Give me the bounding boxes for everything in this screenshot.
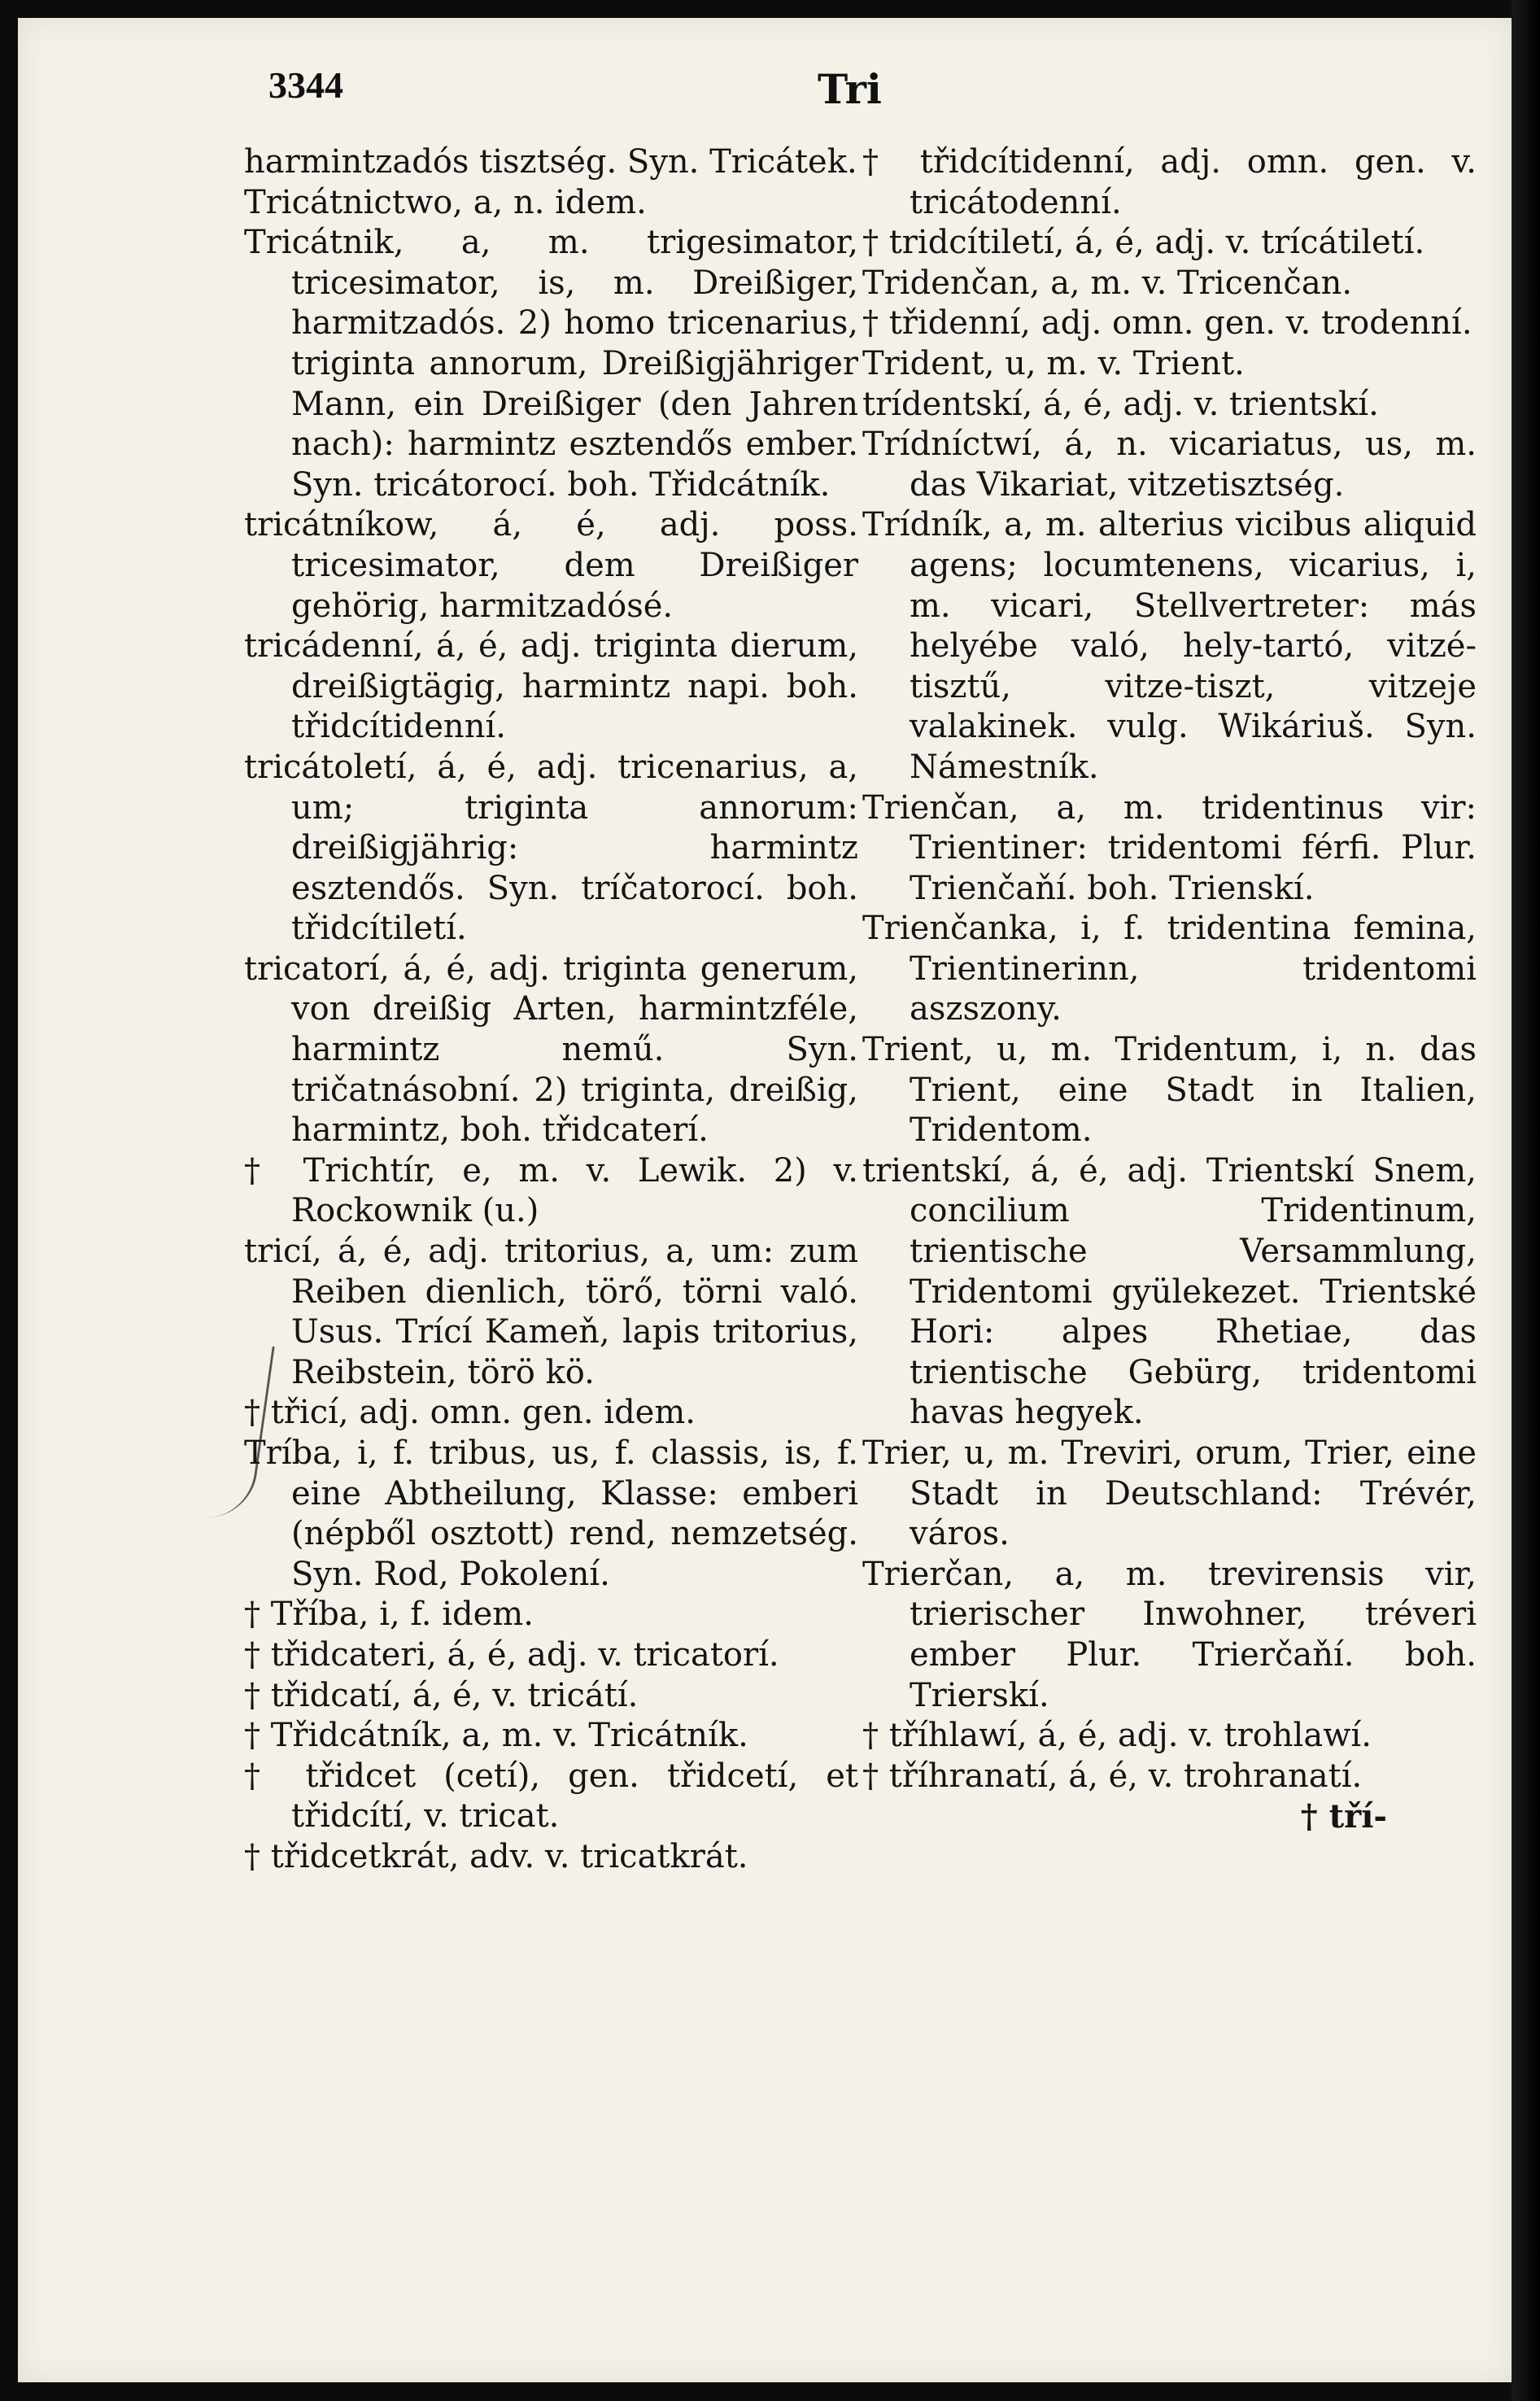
dictionary-entry: trídentskí, á, é, adj. v. trientskí.: [862, 385, 1379, 423]
dictionary-entry: † Tříba, i, f. idem.: [244, 1596, 534, 1634]
book-spine: [1512, 0, 1540, 2401]
dictionary-entry: † třicí, adj. omn. gen. idem.: [244, 1394, 696, 1432]
catchword: † tří-: [1300, 1797, 1387, 1836]
dictionary-entry: † třidcateri, á, é, adj. v. tricatorí.: [244, 1635, 779, 1674]
dictionary-entry: † tříhlawí, á, é, adj. v. trohlawí.: [862, 1717, 1372, 1755]
dictionary-entry: † třidcítidenní, adj. omn. gen. v. tricátodenní.: [862, 143, 1477, 221]
right-column: [862, 142, 1477, 1837]
dictionary-entry: † Třidcátník, a, m. v. Tricátník.: [244, 1717, 748, 1755]
dictionary-entry: Trídníctwí, á, n. vicariatus, us, m. das Vikariat, vitzetisztség.: [862, 426, 1477, 504]
dictionary-entry: tricátoletí, á, é, adj. tricenarius, a, um; triginta annorum: dreißigjährig: harmintz esztendős. Syn. tríčatorocí. boh. třidcítiletí.: [244, 748, 858, 948]
dictionary-entry: † třidcatí, á, é, v. tricátí.: [244, 1676, 639, 1714]
dictionary-entry: Trienčan, a, m. tridentinus vir: Trientiner: tridentomi férfi. Plur. Trienčaňí. boh. Trienskí.: [862, 788, 1477, 907]
dictionary-entry: trientskí, á, é, adj. Trientskí Snem, concilium Tridentinum, trientische Versammlung, Tridentomi gyülekezet. Trientské Hori: alpes Rhetiae, das trientische Gebürg, tridentomi havas hegyek.: [862, 1151, 1477, 1432]
dictionary-entry: † třidcet (cetí), gen. třidcetí, et třidcítí, v. tricat.: [244, 1757, 858, 1836]
dictionary-entry: Tricátnik, a, m. trigesimator, tricesimator, is, m. Dreißiger, harmitzadós. 2) homo tricenarius, triginta annorum, Dreißigjähriger Mann, ein Dreißiger (den Jahren nach): harmintz esztendős ember. Syn. tricátorocí. boh. Třidcátník.: [244, 224, 858, 504]
dictionary-entry: † tříhranatí, á, é, v. trohranatí.: [862, 1757, 1363, 1795]
dictionary-entry: Tridenčan, a, m. v. Tricenčan.: [862, 264, 1353, 302]
dictionary-entry: † Trichtír, e, m. v. Lewik. 2) v. Rockownik (u.): [244, 1151, 858, 1230]
dictionary-entry: tricátníkow, á, é, adj. poss. tricesimator, dem Dreißiger gehörig, harmitzadósé.: [244, 506, 858, 625]
dictionary-entry: tricí, á, é, adj. tritorius, a, um: zum Reiben dienlich, törő, törni való. Usus. Trící Kameň, lapis tritorius, Reibstein, törö kö.: [244, 1233, 858, 1391]
dictionary-entry: Trident, u, m. v. Trient.: [862, 344, 1245, 382]
running-head: Tri: [818, 65, 882, 113]
dictionary-entry: tricádenní, á, é, adj. triginta dierum, dreißigtägig, harmintz napi. boh. třidcítidenní.: [244, 627, 858, 746]
dictionary-entry: Trier, u, m. Treviri, orum, Trier, eine Stadt in Deutschland: Trévér, város.: [862, 1434, 1477, 1553]
dictionary-entry: † třidenní, adj. omn. gen. v. trodenní.: [862, 304, 1472, 343]
dictionary-entry: harmintzadós tisztség. Syn. Tricátek.: [244, 143, 857, 181]
dictionary-entry: † tridcítiletí, á, é, adj. v. trícátiletí.: [862, 224, 1425, 262]
dictionary-entry: tricatorí, á, é, adj. triginta generum, von dreißig Arten, harmintzféle, harmintz nemű. Syn. tričatnásobní. 2) triginta, dreißig, harmintz, boh. třidcaterí.: [244, 949, 858, 1150]
page-number: 3344: [268, 64, 343, 106]
left-column: [244, 142, 858, 1878]
dictionary-entry: Tricátnictwo, a, n. idem.: [244, 183, 647, 221]
dictionary-entry: Trídník, a, m. alterius vicibus aliquid agens; locumtenens, vicarius, i, m. vicari, Stellvertreter: más helyébe való, hely-tartó, vitzé-tisztű, vitze-tiszt, vitzeje valakinek. vulg. Wikáriuš. Syn. Námestník.: [862, 506, 1477, 786]
dictionary-entry: Trienčanka, i, f. tridentina femina, Trientinerinn, tridentomi aszszony.: [862, 910, 1477, 1028]
dictionary-entry: Tríba, i, f. tribus, us, f. classis, is, f. eine Abtheilung, Klasse: emberi (népből osztott) rend, nemzetség. Syn. Rod, Pokolení.: [244, 1434, 858, 1593]
dictionary-entry: Trient, u, m. Tridentum, i, n. das Trient, eine Stadt in Italien, Tridentom.: [862, 1031, 1477, 1150]
dictionary-entry: † třidcetkrát, adv. v. tricatkrát.: [244, 1837, 748, 1875]
dictionary-entry: Trierčan, a, m. trevirensis vir, trierischer Inwohner, tréveri ember Plur. Trierčaňí. boh. Trierskí.: [862, 1555, 1477, 1714]
